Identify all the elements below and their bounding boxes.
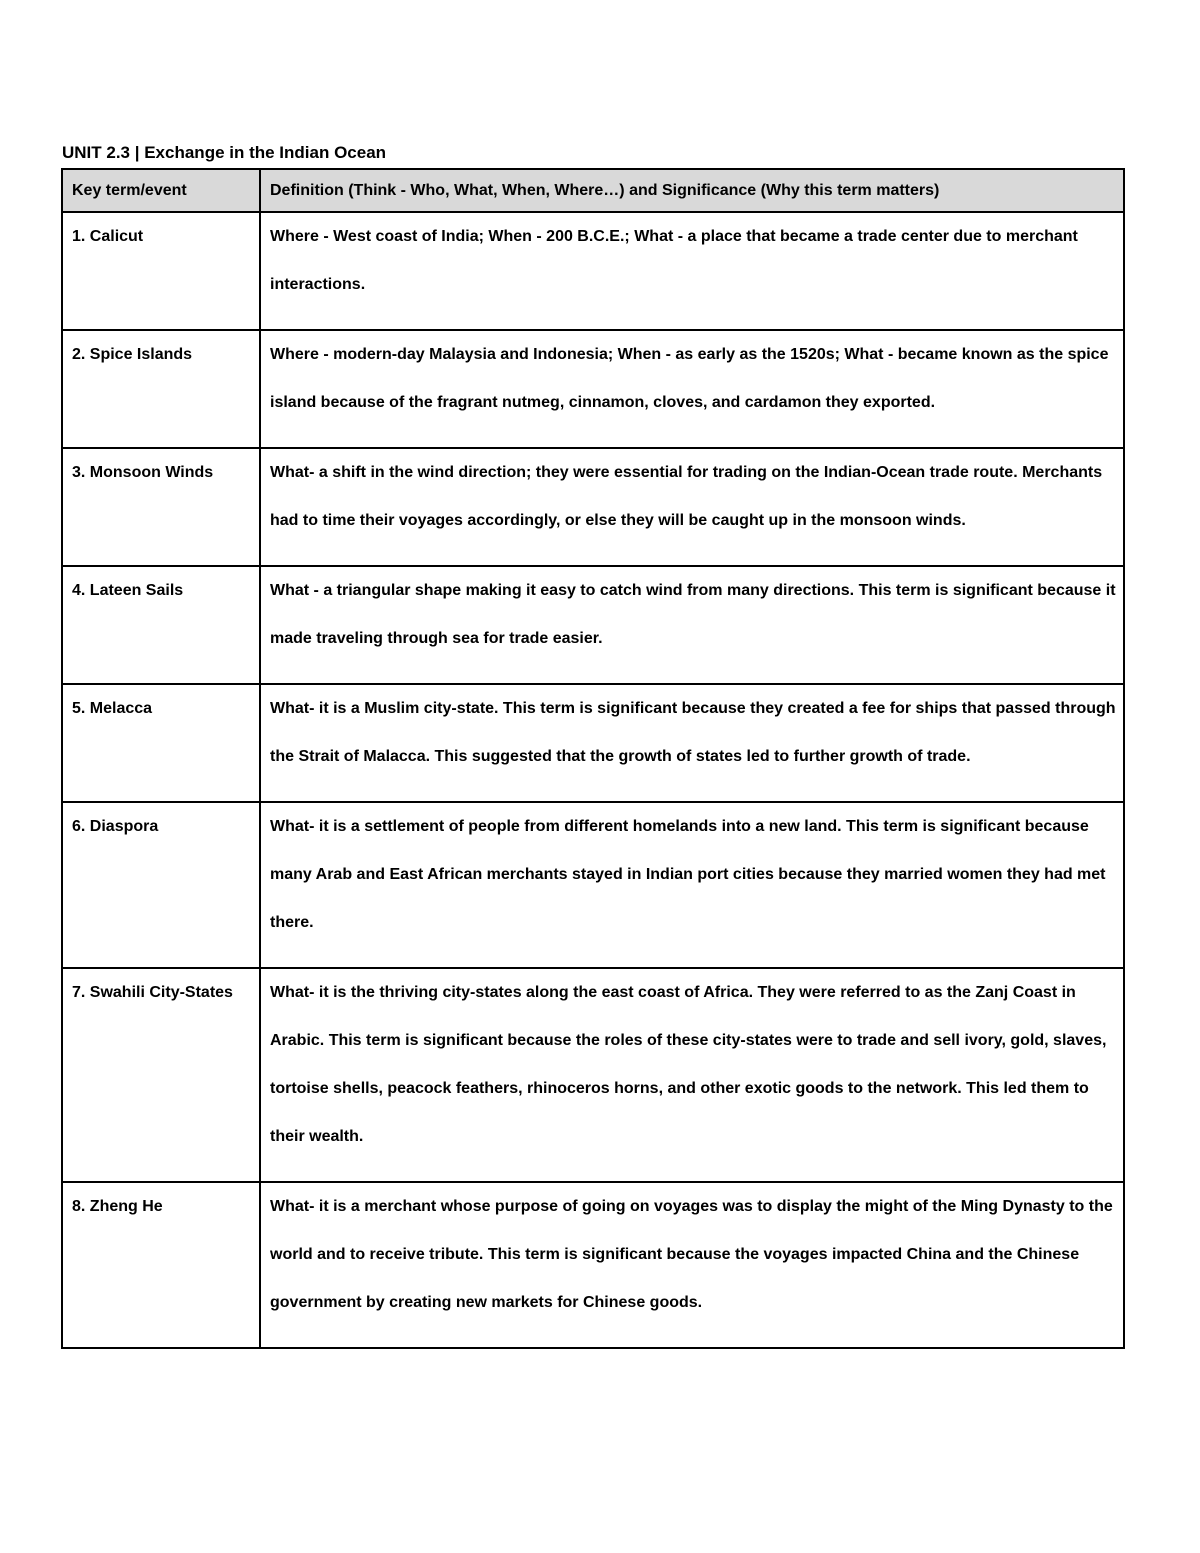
table-row <box>62 802 1124 968</box>
definition-cell: What- it is a settlement of people from different homelands into a new land. This term is significant because many Arab and East African merchants stayed in Indian port cities because they married women they had met there. <box>260 802 1124 968</box>
term-cell: 7. Swahili City-States <box>62 968 260 1182</box>
key-terms-table <box>61 168 1125 1349</box>
table-header-row <box>62 169 1124 212</box>
term-cell: 5. Melacca <box>62 684 260 802</box>
table-row <box>62 1182 1124 1348</box>
term-cell: 2. Spice Islands <box>62 330 260 448</box>
header-key-term: Key term/event <box>62 169 260 212</box>
definition-cell: What- it is the thriving city-states along the east coast of Africa. They were referred to as the Zanj Coast in Arabic. This term is significant because the roles of these city-states were to trade and sell ivory, gold, slaves, tortoise shells, peacock feathers, rhinoceros horns, and other exotic goods to the network. This led them to their wealth. <box>260 968 1124 1182</box>
definition-cell: Where - West coast of India; When - 200 B.C.E.; What - a place that became a trade center due to merchant interactions. <box>260 212 1124 330</box>
definition-cell: What - a triangular shape making it easy to catch wind from many directions. This term is significant because it made traveling through sea for trade easier. <box>260 566 1124 684</box>
table-row <box>62 212 1124 330</box>
definition-cell: Where - modern-day Malaysia and Indonesia; When - as early as the 1520s; What - became known as the spice island because of the fragrant nutmeg, cinnamon, cloves, and cardamon they exported. <box>260 330 1124 448</box>
definition-cell: What- a shift in the wind direction; they were essential for trading on the Indian-Ocean trade route. Merchants had to time their voyages accordingly, or else they will be caught up in the monsoon winds. <box>260 448 1124 566</box>
term-cell: 4. Lateen Sails <box>62 566 260 684</box>
table-row <box>62 330 1124 448</box>
header-definition: Definition (Think - Who, What, When, Where…) and Significance (Why this term matters) <box>260 169 1124 212</box>
table-row <box>62 968 1124 1182</box>
definition-cell: What- it is a Muslim city-state. This term is significant because they created a fee for ships that passed through the Strait of Malacca. This suggested that the growth of states led to further growth of trade. <box>260 684 1124 802</box>
term-cell: 6. Diaspora <box>62 802 260 968</box>
term-cell: 3. Monsoon Winds <box>62 448 260 566</box>
table-row <box>62 448 1124 566</box>
term-cell: 1. Calicut <box>62 212 260 330</box>
term-cell: 8. Zheng He <box>62 1182 260 1348</box>
page-title: UNIT 2.3 | Exchange in the Indian Ocean <box>62 143 387 162</box>
table-row <box>62 684 1124 802</box>
definition-cell: What- it is a merchant whose purpose of going on voyages was to display the might of the Ming Dynasty to the world and to receive tribute. This term is significant because the voyages impacted China and the Chinese government by creating new markets for Chinese goods. <box>260 1182 1124 1348</box>
table-row <box>62 566 1124 684</box>
